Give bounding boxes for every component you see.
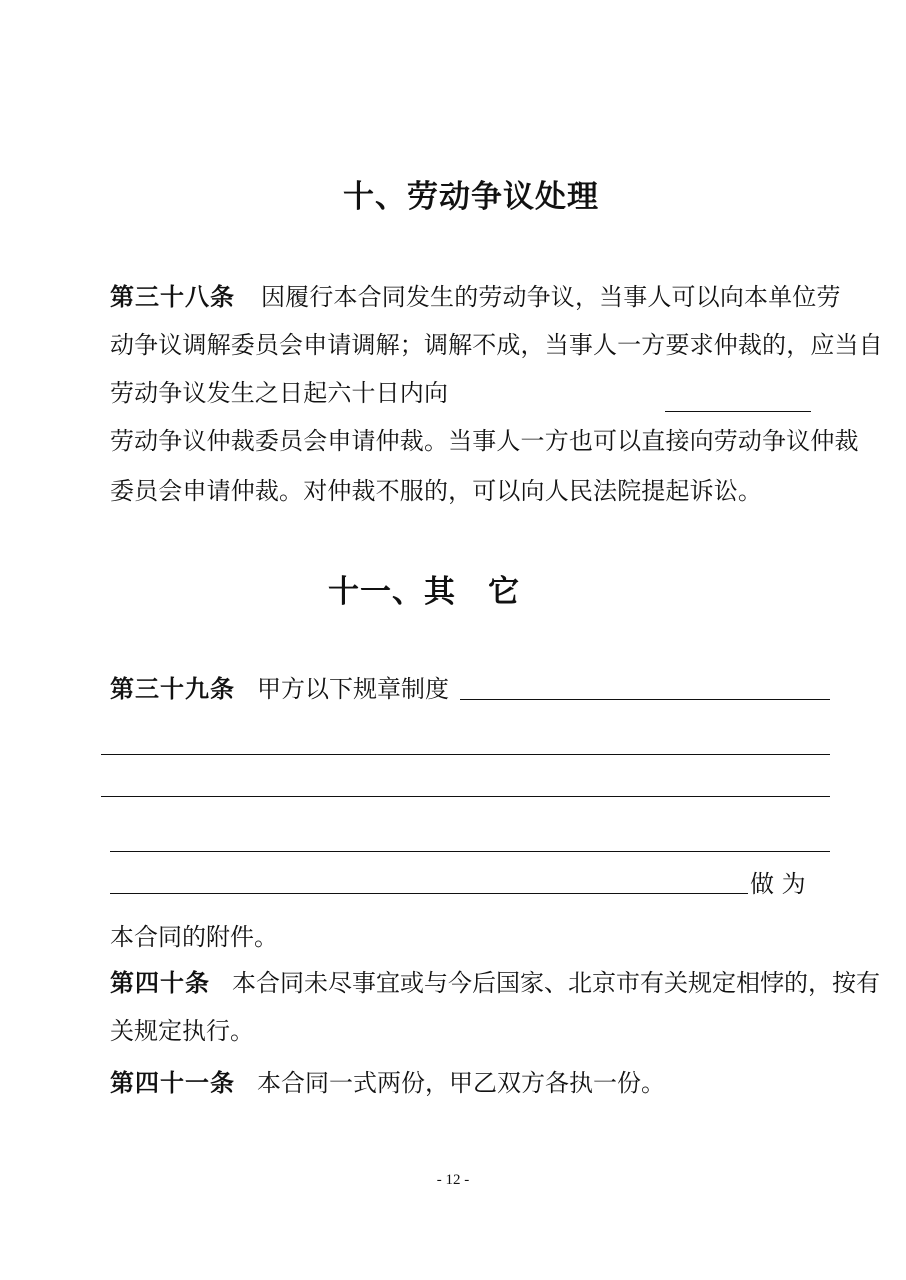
article-38-line-1 (110, 280, 841, 314)
article-39-suffix: 做 为 (750, 870, 806, 898)
rules-blank-line-2 (101, 754, 830, 755)
article-41-label: 第四十一条 (110, 1069, 235, 1097)
article-39-text: 甲方以下规章制度 (257, 675, 449, 703)
article-41-line (110, 1066, 665, 1100)
section-10-heading: 十、劳动争议处理 (343, 179, 599, 215)
arbitration-committee-blank (665, 411, 811, 412)
article-38-line-4: 劳动争议仲裁委员会申请仲裁。当事人一方也可以直接向劳动争议仲裁 (110, 427, 859, 455)
article-38-line-2: 动争议调解委员会申请调解；调解不成，当事人一方要求仲裁的，应当自 (110, 331, 883, 359)
article-39-line-after: 本合同的附件。 (110, 923, 278, 951)
rules-blank-line-4 (110, 851, 830, 852)
article-38-line-5: 委员会申请仲裁。对仲裁不服的，可以向人民法院提起诉讼。 (110, 477, 763, 505)
article-39-label: 第三十九条 (110, 675, 235, 703)
article-38-line-3: 劳动争议发生之日起六十日内向 (110, 379, 449, 407)
article-40-line-2: 关规定执行。 (110, 1017, 254, 1045)
rules-blank-line-3 (101, 796, 830, 797)
article-40-label: 第四十条 (110, 969, 210, 997)
article-41-text: 本合同一式两份，甲乙双方各执一份。 (257, 1069, 665, 1097)
article-38-label: 第三十八条 (110, 283, 235, 311)
article-38-text-1: 因履行本合同发生的劳动争议，当事人可以向本单位劳 (261, 283, 841, 311)
article-40-line-1 (110, 966, 880, 1000)
section-11-heading: 十一、其 它 (328, 574, 520, 610)
rules-blank-line-1 (460, 699, 830, 700)
article-40-text-1: 本合同未尽事宜或与今后国家、北京市有关规定相悖的，按有 (232, 969, 880, 997)
article-39-line-1 (110, 672, 449, 706)
rules-blank-line-5 (110, 893, 748, 894)
page-number: - 12 - (436, 1172, 470, 1188)
